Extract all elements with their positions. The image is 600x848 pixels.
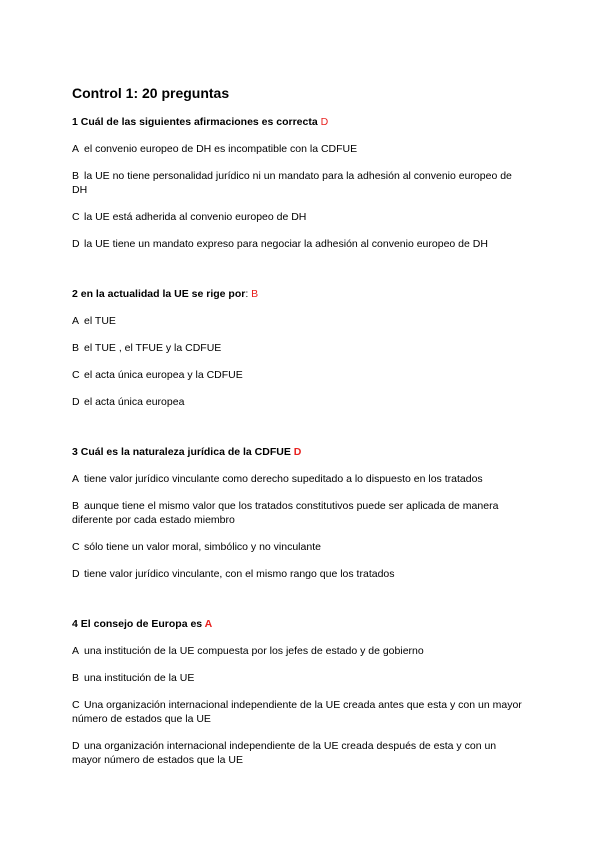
option-text: tiene valor jurídico vinculante como derecho supeditado a lo dispuesto en los tratados [84,473,483,485]
option-letter: A [72,645,80,657]
spacer [72,422,528,445]
question-number: 4 [72,618,78,630]
option-b [72,671,528,685]
option-text: el acta única europea [84,396,185,408]
option-letter: B [72,672,80,684]
option-text: una organización internacional independiente de la UE creada después de esta y con un mayor número de estados que la UE [72,740,497,766]
question-number: 2 [72,288,78,300]
option-text: el convenio europeo de DH es incompatible con la CDFUE [84,143,358,155]
question-3 [72,445,528,581]
spacer [72,264,528,287]
option-a [72,644,528,658]
question-text: Cuál de las siguientes afirmaciones es correcta [80,116,318,128]
question-text: Cuál es la naturaleza jurídica de la CDFUE [80,446,291,458]
option-c [72,698,528,726]
question-number: 1 [72,116,78,128]
option-letter: B [72,170,80,182]
question-2 [72,287,528,409]
question-1 [72,115,528,251]
option-letter: C [72,369,80,381]
question-heading [72,115,528,129]
answer-key: D [320,116,329,128]
option-text: aunque tiene el mismo valor que los tratados constitutivos puede ser aplicada de manera diferente por cada estado miembro [72,500,499,526]
question-4 [72,617,528,767]
option-letter: D [72,568,80,580]
option-letter: A [72,143,80,155]
question-suffix: : [245,288,249,300]
option-d [72,567,528,581]
question-heading [72,617,528,631]
option-letter: C [72,211,80,223]
option-letter: A [72,473,80,485]
question-heading [72,287,528,301]
option-text: tiene valor jurídico vinculante, con el mismo rango que los tratados [84,568,395,580]
option-text: la UE no tiene personalidad jurídico ni un mandato para la adhesión al convenio europeo de DH [72,170,512,196]
answer-key: B [251,288,259,300]
option-c [72,368,528,382]
option-letter: D [72,238,80,250]
option-d [72,237,528,251]
option-text: el TUE , el TFUE y la CDFUE [84,342,222,354]
option-letter: C [72,699,80,711]
option-a [72,142,528,156]
option-c [72,210,528,224]
question-text: en la actualidad la UE se rige por [80,288,246,300]
option-letter: D [72,396,80,408]
option-text: sólo tiene un valor moral, simbólico y no vinculante [84,541,321,553]
option-text: una institución de la UE compuesta por los jefes de estado y de gobierno [84,645,424,657]
question-number: 3 [72,446,78,458]
document-page [72,84,528,780]
answer-key: A [204,618,213,630]
option-text: el acta única europea y la CDFUE [84,369,243,381]
option-text: una institución de la UE [84,672,195,684]
option-text: la UE está adherida al convenio europeo de DH [84,211,307,223]
option-a [72,472,528,486]
option-letter: A [72,315,80,327]
option-a [72,314,528,328]
question-text: El consejo de Europa es [80,618,203,630]
option-d [72,395,528,409]
question-heading [72,445,528,459]
option-letter: B [72,342,80,354]
answer-key: D [293,446,302,458]
option-letter: D [72,740,80,752]
option-letter: C [72,541,80,553]
option-text: la UE tiene un mandato expreso para negociar la adhesión al convenio europeo de DH [84,238,488,250]
option-text: el TUE [84,315,116,327]
option-b [72,341,528,355]
option-b [72,169,528,197]
option-c [72,540,528,554]
option-text: Una organización internacional independiente de la UE creada antes que esta y con un mayor número de estados que la UE [72,699,522,725]
option-d [72,739,528,767]
page-title: Control 1: 20 preguntas [72,85,230,101]
option-b [72,499,528,527]
spacer [72,594,528,617]
option-letter: B [72,500,80,512]
